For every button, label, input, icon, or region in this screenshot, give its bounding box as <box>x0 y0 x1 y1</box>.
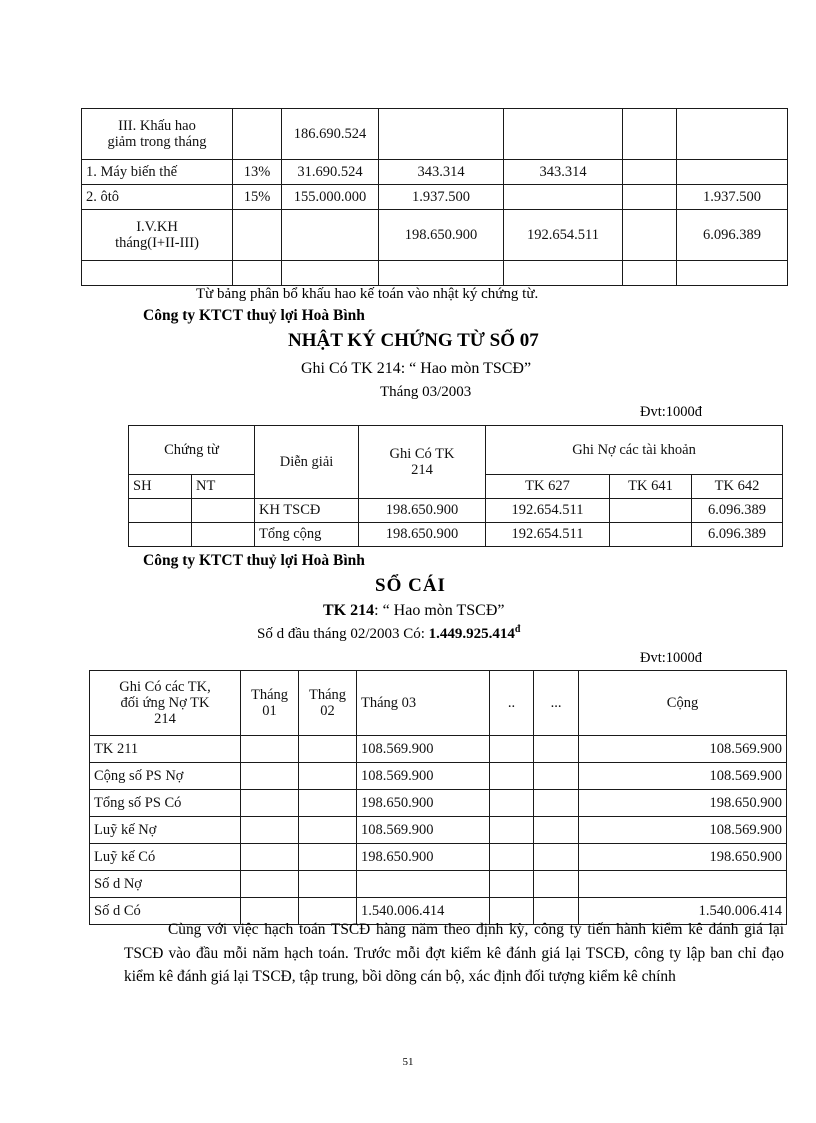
depreciation-reduction-table <box>81 108 788 286</box>
cell-col6 <box>623 160 677 185</box>
header-accounts-line2: đối ứng Nợ TK <box>120 694 210 711</box>
cell-amount: 155.000.000 <box>282 185 379 210</box>
row-label <box>82 261 233 286</box>
cell-month-03: 108.569.900 <box>357 736 490 763</box>
table-row <box>82 261 788 286</box>
cell-total: 198.650.900 <box>579 844 787 871</box>
cell-month-02 <box>299 790 357 817</box>
row-label-line1: III. Khấu hao <box>118 117 196 134</box>
ledger-opening-prefix: Số d đầu tháng 02/2003 Có: <box>257 626 429 642</box>
header-accounts <box>90 671 241 736</box>
header-voucher: Chứng từ <box>129 426 255 475</box>
ledger-title: SỔ CÁI <box>375 575 446 596</box>
cell-tk642: 6.096.389 <box>692 499 783 523</box>
cell-col4: 1.937.500 <box>379 185 504 210</box>
cell-dots-2 <box>534 817 579 844</box>
ledger-subtitle <box>323 601 504 620</box>
unit-note: Đvt:1000đ <box>640 650 703 666</box>
cell-amount: 31.690.524 <box>282 160 379 185</box>
cell-amount <box>282 210 379 261</box>
cell-month-01 <box>241 817 299 844</box>
cell-month-02 <box>299 763 357 790</box>
cell-col5 <box>504 261 623 286</box>
cell-rate <box>233 261 282 286</box>
cell-month-01 <box>241 763 299 790</box>
cell-col5: 343.314 <box>504 160 623 185</box>
header-total: Cộng <box>579 671 787 736</box>
header-debit-group: Ghi Nợ các tài khoản <box>486 426 783 475</box>
cell-col7 <box>677 261 788 286</box>
header-month-02-line1: Tháng <box>308 686 347 703</box>
cell-dots-1 <box>490 790 534 817</box>
row-label-line2: tháng(I+II-III) <box>115 235 199 251</box>
cell-month-02 <box>299 736 357 763</box>
cell-month-03: 108.569.900 <box>357 763 490 790</box>
cell-col5: 192.654.511 <box>504 210 623 261</box>
row-label: 1. Máy biến thế <box>82 160 233 185</box>
cell-tk642: 6.096.389 <box>692 523 783 547</box>
cell-rate <box>233 109 282 160</box>
row-label: TK 211 <box>90 736 241 763</box>
table-row <box>90 817 787 844</box>
cell-col4: 343.314 <box>379 160 504 185</box>
row-label: Luỹ kế Có <box>90 844 241 871</box>
cell-rate: 15% <box>233 185 282 210</box>
cell-sh <box>129 499 192 523</box>
cell-description: KH TSCĐ <box>255 499 359 523</box>
table-row <box>82 210 788 261</box>
cell-dots-1 <box>490 763 534 790</box>
cell-credit-214: 198.650.900 <box>359 499 486 523</box>
cell-col4 <box>379 261 504 286</box>
row-label: Số d Có <box>90 898 241 925</box>
cell-month-03: 1.540.006.414 <box>357 898 490 925</box>
cell-month-02 <box>299 817 357 844</box>
header-month-01 <box>241 671 299 736</box>
cell-month-02 <box>299 871 357 898</box>
table-header-row <box>129 426 783 475</box>
header-accounts-line1: Ghi Có các TK, <box>119 678 211 695</box>
cell-tk641 <box>610 499 692 523</box>
cell-col7 <box>677 160 788 185</box>
cell-month-03: 198.650.900 <box>357 844 490 871</box>
cell-col4 <box>379 109 504 160</box>
cell-dots-1 <box>490 844 534 871</box>
cell-description: Tổng cộng <box>255 523 359 547</box>
header-voucher-nt: NT <box>192 475 255 499</box>
cell-col4: 198.650.900 <box>379 210 504 261</box>
cell-total <box>579 871 787 898</box>
header-month-02-line2: 02 <box>320 703 335 719</box>
cell-rate <box>233 210 282 261</box>
cell-dots-2 <box>534 871 579 898</box>
cell-amount <box>282 261 379 286</box>
row-label <box>82 109 233 160</box>
ledger-opening-currency: đ <box>514 624 521 635</box>
header-month-03: Tháng 03 <box>357 671 490 736</box>
cell-total: 1.540.006.414 <box>579 898 787 925</box>
cell-sh <box>129 523 192 547</box>
row-label-line2: giảm trong tháng <box>107 134 207 150</box>
cell-rate: 13% <box>233 160 282 185</box>
cell-month-03: 198.650.900 <box>357 790 490 817</box>
cell-month-03 <box>357 871 490 898</box>
cell-dots-2 <box>534 763 579 790</box>
general-ledger-table <box>89 670 787 925</box>
cell-month-01 <box>241 790 299 817</box>
table-row <box>90 844 787 871</box>
cell-amount: 186.690.524 <box>282 109 379 160</box>
ledger-subtitle-account: TK 214 <box>323 602 375 619</box>
ledger-subtitle-text: : “ Hao mòn TSCĐ” <box>374 602 505 619</box>
unit-note: Đvt:1000đ <box>640 404 703 420</box>
journal-caption: Từ bảng phân bổ khấu hao kế toán vào nhật ký chứng từ. <box>196 286 539 302</box>
row-label: Tổng số PS Có <box>90 790 241 817</box>
header-voucher-sh: SH <box>129 475 192 499</box>
cell-dots-2 <box>534 844 579 871</box>
table-row <box>129 523 783 547</box>
table-row <box>82 185 788 210</box>
header-tk641: TK 641 <box>610 475 692 499</box>
cell-month-03: 108.569.900 <box>357 817 490 844</box>
cell-month-01 <box>241 871 299 898</box>
journal-voucher-table <box>128 425 783 547</box>
cell-month-02 <box>299 844 357 871</box>
cell-dots-2 <box>534 736 579 763</box>
table-row <box>82 109 788 160</box>
table-row <box>90 736 787 763</box>
cell-tk627: 192.654.511 <box>486 499 610 523</box>
table-row <box>90 790 787 817</box>
ledger-opening-value: 1.449.925.414 <box>428 626 515 642</box>
cell-nt <box>192 499 255 523</box>
cell-month-01 <box>241 844 299 871</box>
table-header-row <box>90 671 787 736</box>
header-credit-214-line2: 214 <box>411 462 433 478</box>
header-credit-214 <box>359 426 486 499</box>
header-month-01-line2: 01 <box>262 703 277 719</box>
company-name: Công ty KTCT thuỷ lợi Hoà Bình <box>143 552 365 569</box>
journal-month: Tháng 03/2003 <box>380 384 472 400</box>
header-tk627: TK 627 <box>486 475 610 499</box>
row-label: 2. ôtô <box>82 185 233 210</box>
header-tk642: TK 642 <box>692 475 783 499</box>
header-credit-214-line1: Ghi Có TK <box>389 445 455 462</box>
cell-total: 198.650.900 <box>579 790 787 817</box>
row-label <box>82 210 233 261</box>
cell-col6 <box>623 185 677 210</box>
cell-col6 <box>623 261 677 286</box>
cell-col5 <box>504 185 623 210</box>
ledger-opening-balance <box>257 624 520 643</box>
header-description: Diễn giải <box>255 426 359 499</box>
row-label: Cộng số PS Nợ <box>90 763 241 790</box>
cell-dots-1 <box>490 817 534 844</box>
cell-tk627: 192.654.511 <box>486 523 610 547</box>
row-label: Luỹ kế Nợ <box>90 817 241 844</box>
header-dots-1: .. <box>490 671 534 736</box>
row-label-line1: I.V.KH <box>136 218 178 235</box>
cell-tk641 <box>610 523 692 547</box>
cell-col7: 1.937.500 <box>677 185 788 210</box>
cell-nt <box>192 523 255 547</box>
company-name: Công ty KTCT thuỷ lợi Hoà Bình <box>143 307 365 324</box>
table-row <box>90 763 787 790</box>
journal-title: NHẬT KÝ CHỨNG TỪ SỐ 07 <box>288 330 539 351</box>
closing-paragraph: Cùng với việc hạch toán TSCĐ hàng năm theo định kỳ, công ty tiến hành kiểm kê đánh giá lại TSCĐ vào đầu mỗi năm hạch toán. Trước mỗi đợt kiểm kê đánh giá lại TSCĐ, công ty lập ban chỉ đạo kiểm kê đánh giá lại TSCĐ, tập trung, bồi dõng cán bộ, xác định đối tượng kiểm kê chính <box>124 921 784 985</box>
journal-subtitle: Ghi Có TK 214: “ Hao mòn TSCĐ” <box>301 360 532 377</box>
cell-col5 <box>504 109 623 160</box>
header-month-01-line1: Tháng <box>250 686 289 703</box>
cell-col7: 6.096.389 <box>677 210 788 261</box>
cell-credit-214: 198.650.900 <box>359 523 486 547</box>
header-dots-2: ... <box>534 671 579 736</box>
cell-dots-1 <box>490 736 534 763</box>
cell-col7 <box>677 109 788 160</box>
header-month-02 <box>299 671 357 736</box>
table-row <box>90 871 787 898</box>
table-row <box>129 499 783 523</box>
cell-month-01 <box>241 736 299 763</box>
cell-col6 <box>623 210 677 261</box>
cell-total: 108.569.900 <box>579 736 787 763</box>
header-accounts-line3: 214 <box>154 711 176 728</box>
cell-dots-2 <box>534 790 579 817</box>
cell-total: 108.569.900 <box>579 763 787 790</box>
page-number: 51 <box>402 1056 414 1068</box>
cell-dots-1 <box>490 871 534 898</box>
cell-total: 108.569.900 <box>579 817 787 844</box>
cell-col6 <box>623 109 677 160</box>
row-label: Số d Nợ <box>90 871 241 898</box>
table-row <box>82 160 788 185</box>
